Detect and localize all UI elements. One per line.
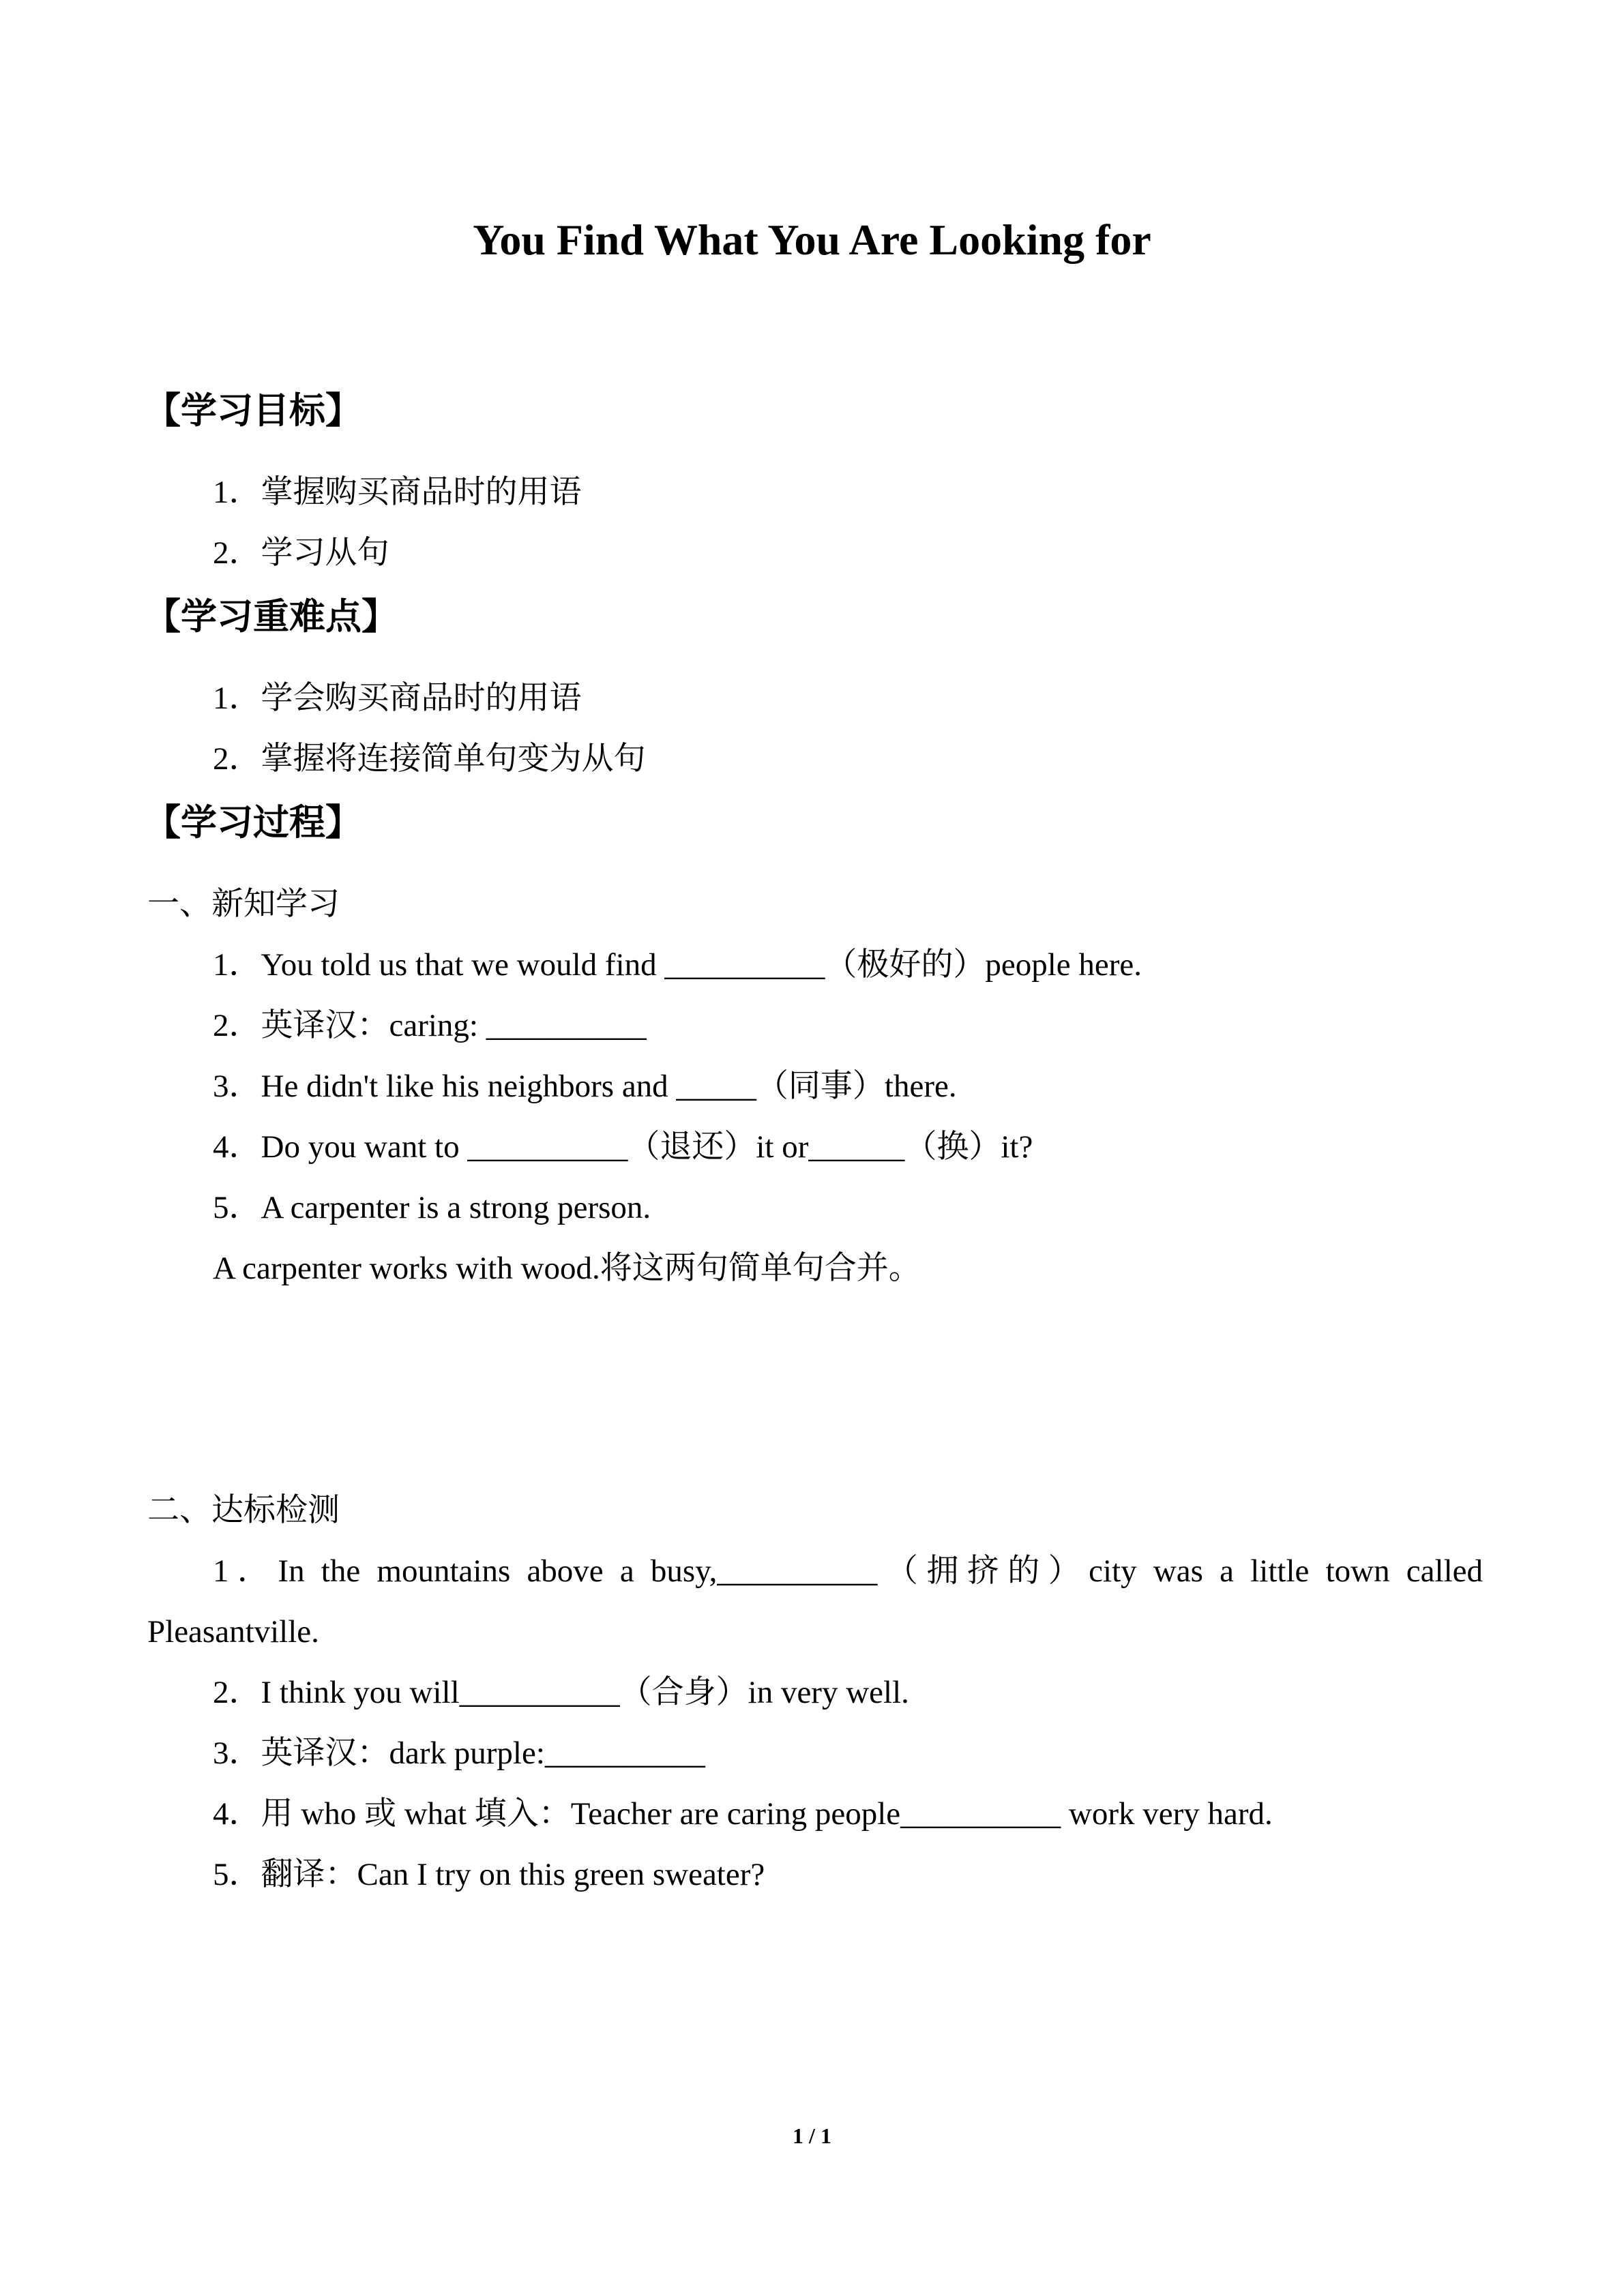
- key-points-heading: 【学习重难点】: [145, 596, 398, 638]
- key-point-item-2: 2．掌握将连接简单句变为从句: [213, 741, 646, 777]
- part1-item-3: 3．He didn't like his neighbors and _____（同事）there.: [213, 1069, 957, 1104]
- process-heading: 【学习过程】: [145, 802, 361, 844]
- part2-title: 二、达标检测: [147, 1493, 340, 1528]
- part2-item-3: 3．英译汉：dark purple:__________: [213, 1735, 705, 1771]
- part2-item-2: 2．I think you will__________（合身）in very well.: [213, 1675, 909, 1710]
- page-number: 1 / 1: [793, 2123, 831, 2148]
- part1-item-2: 2．英译汉：caring: __________: [213, 1008, 647, 1043]
- objectives-heading: 【学习目标】: [145, 390, 361, 432]
- part2-item-1-line1: 1．In the mountains above a busy,__________（拥挤的）city was a little town called: [213, 1553, 1483, 1589]
- part2-item-4: 4．用 who 或 what 填入：Teacher are caring people__________ work very hard.: [213, 1796, 1273, 1832]
- objective-item-1: 1．掌握购买商品时的用语: [213, 475, 582, 510]
- document-title: You Find What You Are Looking for: [473, 215, 1151, 264]
- part1-item-5: 5．A carpenter is a strong person.: [213, 1190, 651, 1225]
- part2-item-5: 5．翻译：Can I try on this green sweater?: [213, 1857, 765, 1892]
- objective-item-2: 2．学习从句: [213, 535, 389, 571]
- part1-item-1: 1．You told us that we would find __________（极好的）people here.: [213, 947, 1142, 983]
- key-point-item-1: 1．学会购买商品时的用语: [213, 681, 582, 716]
- part1-item-4: 4．Do you want to __________（退还）it or______（换）it?: [213, 1129, 1033, 1165]
- part2-item-1-line2: Pleasantville.: [147, 1614, 319, 1650]
- part1-title: 一、新知学习: [147, 886, 340, 922]
- part1-item-5-continuation: A carpenter works with wood.将这两句简单句合并。: [213, 1251, 921, 1286]
